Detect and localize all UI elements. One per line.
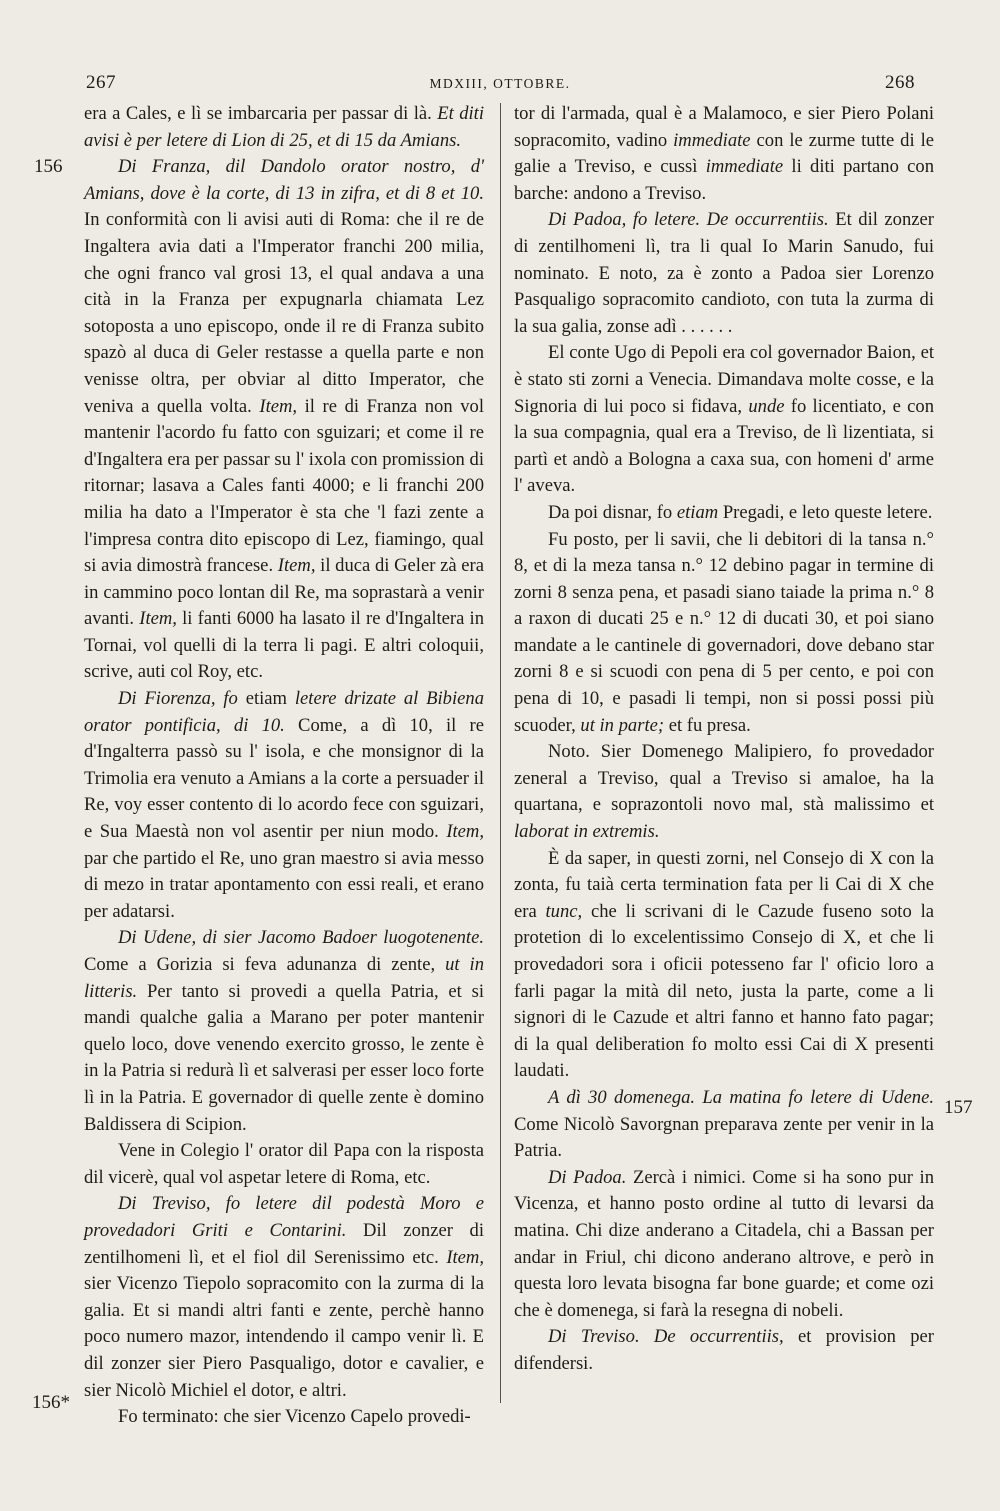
left-column bbox=[84, 101, 484, 1431]
paragraph: Da poi disnar, fo etiam Pregadi, e leto queste letere. bbox=[548, 501, 933, 523]
page-number-right: 268 bbox=[885, 72, 915, 93]
paragraph: El conte Ugo di Pepoli era col governador Baion, et è stato sti zorni a Venecia. Dimandava molte cosse, e la Signoria di lui poco si fidava, unde fo licentiato, e con la sua compagnia, qual era a Treviso, de lì lizentiata, si partì et andò a Bologna a caxa sua, con homeni d' arme l' aveva. bbox=[514, 342, 934, 497]
paragraph: tor di l'armada, qual è a Malamoco, e sier Piero Polani sopracomito, vadino immediate con le zurme tutte di le galie a Treviso, e cussì immediate li diti partano con barche: andono a Treviso. bbox=[514, 103, 935, 204]
paragraph: Di Padoa. Zercà i nimici. Come si ha sono pur in Vicenza, et hanno posto ordine al tutto di levarsi da matina. Chi dize anderano a Citadela, chi a Bassan per andar in Friul, chi dicono anderano altrove, e però in questa loro levata bisogna far bone guarde; et come ozi che è domenega, si farà la resegna di nobeli. bbox=[514, 1166, 934, 1321]
margin-number-156-star: 156* bbox=[32, 1392, 70, 1413]
paragraph: Di Udene, di sier Jacomo Badoer luogotenente. Come a Gorizia si feva adunanza di zente, ut in litteris. Per tanto si provedi a quella Patria, et si mandi qualche galia a Marano per poter mantenir quelo loco, dove venendo exercito grosso, le zente è in la Patria si redurà lì et salverasi per esser loco forte lì in la Patria. E governador di quelle zente è domino Baldissera di Scipion. bbox=[84, 927, 484, 1135]
paragraph: Fo terminato: che sier Vicenzo Capelo provedi- bbox=[118, 1406, 471, 1428]
paragraph: era a Cales, e lì se imbarcaria per passar di là. Et diti avisi è per letere di Lion di 25, et di 15 da Amians. bbox=[84, 103, 484, 151]
paragraph: Di Fiorenza, fo etiam letere drizate al Bibiena orator pontificia, di 10. Come, a dì 10, il re d'Ingalterra passò su l' isola, e che monsignor di la Trimolia era venuto a Amians a la corte a persuader il Re, voy esser contento di lo acordo fece con sguizari, e Sua Maestà non vol asentir per niun modo. Item, par che partido el Re, uno gran maestro si avia messo di mezo in tratar apontamento con essi reali, et erano per adatarsi. bbox=[84, 688, 484, 922]
paragraph: Di Treviso. De occurrentiis, et provision per difendersi. bbox=[514, 1326, 934, 1374]
paragraph: Di Padoa, fo letere. De occurrentiis. Et dil zonzer di zentilhomeni lì, tra li qual Io Marin Sanudo, fui nominato. E noto, za è zonto a Padoa sier Lorenzo Pasqualigo sopracomito candioto, con tuta la zurma di la sua galia, zonse adì . . . . . . bbox=[514, 209, 934, 337]
paragraph: È da saper, in questi zorni, nel Consejo di X con la zonta, fu taià certa termination fata per li Cai di X che era tunc, che li scrivani di le Cazude fuseno soto la protetion di lo excelentissimo Consejo di X, et che li provedadori sora i oficii potesseno far l' oficio loro a farli pagar la mità dil neto, justa la parte, come a li signori di le Cazude et altri fanno et hanno fato pagar; di la qual deliberation fo molto essi Cai di X presenti laudati. bbox=[514, 847, 934, 1082]
page-number-left: 267 bbox=[86, 72, 116, 93]
margin-number-157: 157 bbox=[944, 1097, 973, 1118]
paragraph: Di Franza, dil Dandolo orator nostro, d' Amians, dove è la corte, di 13 in zifra, et di 8 et 10. In conformità con li avisi auti di Roma: che il re de Ingaltera avia dati a l'Imperator franchi 200 milia, che ogni franco val grosi 13, el qual andava a una cità in la Franza per expugnarla chiamata Lez sotoposta a uno episcopo, onde il re di Franza subito spazò al duca di Geler restasse a quella parte e non venisse oltra, per obviar al ditto Imperator, che veniva a quella volta. Item, il re di Franza non vol mantenir l'acordo fu fatto con sguizari; et come il re d'Ingaltera era per passar su l' ixola con promission di ritornar; lasava a Cales fanti 4000; e li franchi 200 milia ha dato a l'Imperator è sta che 'l fazi zente a l'impresa contra dito episcopo di Lez, fiamingo, qual si avia dimostrà francese. Item, il duca di Geler zà era in cammino poco lontan dil Re, ma soprastarà a venir avanti. Item, li fanti 6000 ha lasato il re d'Ingaltera in Tornai, vol quelli di la terra li pagi. E altri coloquii, scrive, auti col Roy, etc. bbox=[84, 156, 485, 683]
running-title: MDXIII, OTTOBRE. bbox=[429, 76, 571, 91]
paragraph: Noto. Sier Domenego Malipiero, fo provedador zeneral a Treviso, qual a Treviso si amaloe, ha la quartana, e soprazontoli novo mal, stà malissimo et laborat in extremis. bbox=[514, 741, 934, 843]
paragraph: Di Treviso, fo letere dil podestà Moro e provedadori Griti e Contarini. Dil zonzer di zentilhomeni lì, et el fiol dil Serenissimo etc. Item, sier Vicenzo Tiepolo sopracomito con la zurma di la galia. Et si mandi altri fanti e zente, perchè hanno poco numero mazor, intendendo il campo venir lì. E dil zonzer sier Piero Pasqualigo, dotor e cavalier, e sier Nicolò Michiel el dotor, e altri. bbox=[84, 1193, 484, 1401]
column-divider bbox=[500, 103, 501, 1403]
paragraph: Vene in Colegio l' orator dil Papa con la risposta dil vicerè, qual vol aspetar letere di Roma, etc. bbox=[84, 1140, 484, 1188]
paragraph: Fu posto, per li savii, che li debitori di la tansa n.° 8, et di la meza tansa n.° 12 debino pagar in termine di zorni 8 senza pena, et pasadi siano taiade la prima n.° 8 a raxon di ducati 25 e n.° 12 di ducati 30, et poi siano mandate a le cantinele di governadori, dove debano star zorni 8 e si scuodi con pena di 5 per cento, e poi con pena di 10, e pasadi li tempi, non si possi possi più scuoder, ut in parte; et fu presa. bbox=[514, 528, 934, 736]
right-column bbox=[514, 101, 934, 1378]
paragraph: A dì 30 domenega. La matina fo letere di Udene. Come Nicolò Savorgnan preparava zente per venir in la Patria. bbox=[514, 1086, 934, 1162]
margin-number-156: 156 bbox=[34, 156, 63, 177]
